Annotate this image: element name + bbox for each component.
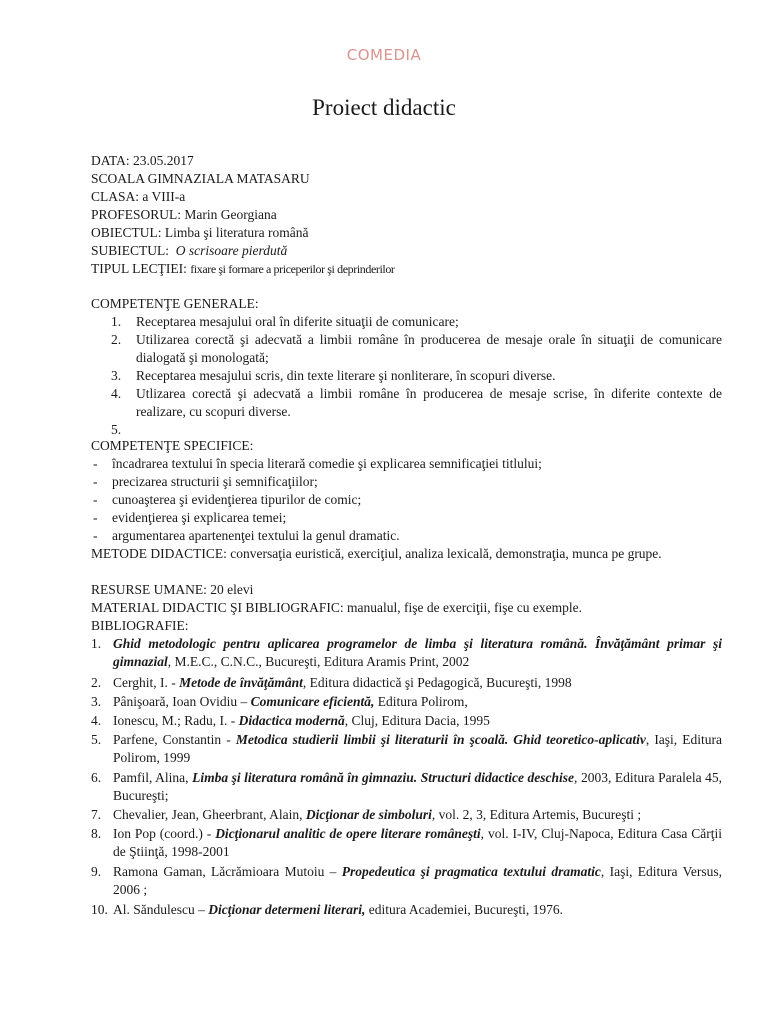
item-number: 5.: [111, 422, 122, 437]
item-author: Pamfil, Alina,: [113, 770, 193, 785]
item-details: , vol. I-IV, Cluj-Napoca, Editura Casa Cărţii de Ştiinţă, 1998-2001: [113, 826, 722, 859]
item-text: precizarea structurii şi semnificaţiilor;: [112, 474, 318, 489]
didactic-material: [91, 599, 722, 617]
list-item: [91, 712, 722, 730]
human-resources-value: 20 elevi: [210, 582, 254, 597]
item-text: cunoaşterea şi evidenţierea tipurilor de comic;: [112, 492, 362, 507]
item-number: 1.: [91, 636, 102, 651]
info-date-label: DATA:: [91, 153, 130, 168]
list-item: [91, 693, 722, 711]
item-title: Propedeutica şi pragmatica textului dramatic: [341, 864, 601, 879]
item-number: 3.: [111, 368, 122, 383]
item-details: , vol. 2, 3, Editura Artemis, Bucureşti ;: [431, 807, 642, 822]
item-text: Utlizarea corectă şi adecvată a limbii române în producerea de mesaje scrise, în diferite contexte de realizare, cu scopuri diverse.: [136, 386, 722, 419]
list-item: [91, 806, 722, 824]
list-item: [91, 635, 722, 671]
item-details: , M.E.C., C.N.C., Bucureşti, Editura Aramis Print, 2002: [167, 654, 470, 669]
list-item: [91, 769, 722, 805]
item-title: Comunicare eficientă,: [250, 694, 375, 709]
item-author: Ion Pop (coord.) -: [113, 826, 216, 841]
item-details: , 2003, Editura Paralela 45, Bucureşti;: [113, 770, 722, 803]
list-item: [91, 313, 722, 331]
info-class: [91, 188, 722, 206]
list-item: [91, 385, 722, 421]
info-class-value: a VIII-a: [142, 189, 186, 204]
didactic-material-value: manualul, fişe de exerciţii, fişe cu exemple.: [347, 600, 583, 615]
item-number: 5.: [91, 732, 102, 747]
info-teacher-label: PROFESORUL:: [91, 207, 182, 222]
item-author: Ionescu, M.; Radu, I. -: [113, 713, 239, 728]
human-resources: [91, 581, 722, 599]
info-lesson-type: [91, 260, 722, 278]
didactic-material-label: MATERIAL DIDACTIC ŞI BIBLIOGRAFIC:: [91, 600, 344, 615]
list-item: - evidenţierea şi explicarea temei;: [93, 510, 287, 525]
specific-competences-heading: COMPETENŢE SPECIFICE:: [91, 438, 254, 453]
general-competences: [91, 295, 722, 439]
list-item: [91, 674, 722, 692]
item-number: 6.: [91, 770, 102, 785]
item-title: Dicţionarul analitic de opere literare româneşti: [215, 826, 481, 841]
item-number: 8.: [91, 826, 102, 841]
item-title: Limba şi literatura română în gimnaziu. Structuri didactice deschise: [192, 770, 575, 785]
document-title: Proiect didactic: [312, 95, 456, 120]
list-item: [91, 331, 722, 367]
item-number: 2.: [111, 332, 122, 347]
item-details: editura Academiei, Bucureşti, 1976.: [365, 902, 563, 917]
info-date: [91, 152, 722, 170]
list-item: [91, 863, 722, 899]
teaching-methods-value: conversaţia euristică, exerciţiul, analiza lexicală, demonstraţia, munca pe grupe.: [230, 546, 662, 561]
bibliography-list: [91, 635, 722, 919]
info-object-label: OBIECTUL:: [91, 225, 162, 240]
item-author: Al. Săndulescu –: [113, 902, 209, 917]
item-title: Metodica studierii limbii şi literaturii în şcoală. Ghid teoretico-aplicativ: [235, 732, 646, 747]
item-title: Dicţionar determeni literari,: [208, 902, 366, 917]
item-title: Dicţionar de simboluri: [305, 807, 432, 822]
item-text: încadrarea textului în specia literară comedie şi explicarea semnificaţiei titlului;: [112, 456, 542, 471]
info-school: SCOALA GIMNAZIALA MATASARU: [91, 171, 310, 186]
item-author: Cerghit, I. -: [113, 675, 180, 690]
list-item: - precizarea structurii şi semnificaţiilor;: [93, 474, 318, 489]
item-author: Ramona Gaman, Lăcrămioara Mutoiu –: [113, 864, 342, 879]
list-item: [91, 901, 722, 919]
info-date-value: 23.05.2017: [133, 153, 194, 168]
list-item: [91, 731, 722, 767]
lesson-info: [91, 152, 722, 278]
list-item: [91, 825, 722, 861]
list-item: - încadrarea textului în specia literară comedie şi explicarea semnificaţiei titlului;: [93, 456, 542, 471]
info-teacher: [91, 206, 722, 224]
item-number: 4.: [91, 713, 102, 728]
item-number: 7.: [91, 807, 102, 822]
item-number: 10.: [91, 902, 108, 917]
item-author: Pânişoară, Ioan Ovidiu –: [113, 694, 251, 709]
info-object-value: Limba şi literatura română: [164, 225, 309, 240]
item-text: evidenţierea şi explicarea temei;: [112, 510, 287, 525]
item-number: 9.: [91, 864, 102, 879]
item-text: Receptarea mesajului scris, din texte literare şi nonliterare, în scopuri diverse.: [136, 368, 556, 383]
info-teacher-value: Marin Georgiana: [184, 207, 277, 222]
info-subject-value: O scrisoare pierdută: [175, 243, 288, 258]
header-title: COMEDIA: [346, 46, 422, 64]
info-subject-label: SUBIECTUL:: [91, 243, 170, 258]
item-title: Ghid metodologic pentru aplicarea programelor de limba şi literatura română. Învăţământ primar şi gimnazial: [113, 636, 722, 669]
list-item: - argumentarea apartenenţei textului la genul dramatic.: [93, 528, 400, 543]
human-resources-label: RESURSE UMANE:: [91, 582, 207, 597]
general-competences-heading: COMPETENŢE GENERALE:: [91, 296, 259, 311]
teaching-methods-label: METODE DIDACTICE:: [91, 546, 227, 561]
teaching-methods: [91, 545, 722, 563]
specific-competences: [91, 437, 722, 545]
item-details: , Iaşi, Editura Polirom, 1999: [113, 732, 722, 765]
bibliography-heading: BIBLIOGRAFIE:: [91, 618, 189, 633]
info-lesson-type-value: fixare şi formare a priceperilor şi deprinderilor: [190, 262, 395, 276]
item-title: Didactica modernă: [238, 713, 345, 728]
specific-competences-list: [91, 455, 722, 545]
general-competences-list: [91, 313, 722, 439]
item-number: 1.: [111, 314, 122, 329]
item-author: Parfene, Constantin -: [113, 732, 236, 747]
item-number: 3.: [91, 694, 102, 709]
bibliography: [91, 617, 722, 919]
item-details: Editura Polirom,: [374, 694, 468, 709]
info-lesson-type-label: TIPUL LECŢIEI:: [91, 261, 187, 276]
item-number: 2.: [91, 675, 102, 690]
item-title: Metode de învăţământ: [179, 675, 303, 690]
item-number: 4.: [111, 386, 122, 401]
list-item: [91, 367, 722, 385]
info-object: [91, 224, 722, 242]
item-text: argumentarea apartenenţei textului la genul dramatic.: [112, 528, 400, 543]
item-text: Receptarea mesajului oral în diferite situaţii de comunicare;: [136, 314, 459, 329]
info-class-label: CLASA:: [91, 189, 140, 204]
item-text: Utilizarea corectă şi adecvată a limbii române în producerea de mesaje orale în situaţii de comunicare dialogată şi monologată;: [136, 332, 722, 365]
item-details: , Iaşi, Editura Versus, 2006 ;: [113, 864, 723, 897]
info-subject: [91, 242, 722, 260]
item-details: , Editura didactică şi Pedagogică, Bucureşti, 1998: [302, 675, 572, 690]
list-item: - cunoaşterea şi evidenţierea tipurilor de comic;: [93, 492, 362, 507]
item-details: , Cluj, Editura Dacia, 1995: [344, 713, 490, 728]
item-author: Chevalier, Jean, Gheerbrant, Alain,: [113, 807, 306, 822]
